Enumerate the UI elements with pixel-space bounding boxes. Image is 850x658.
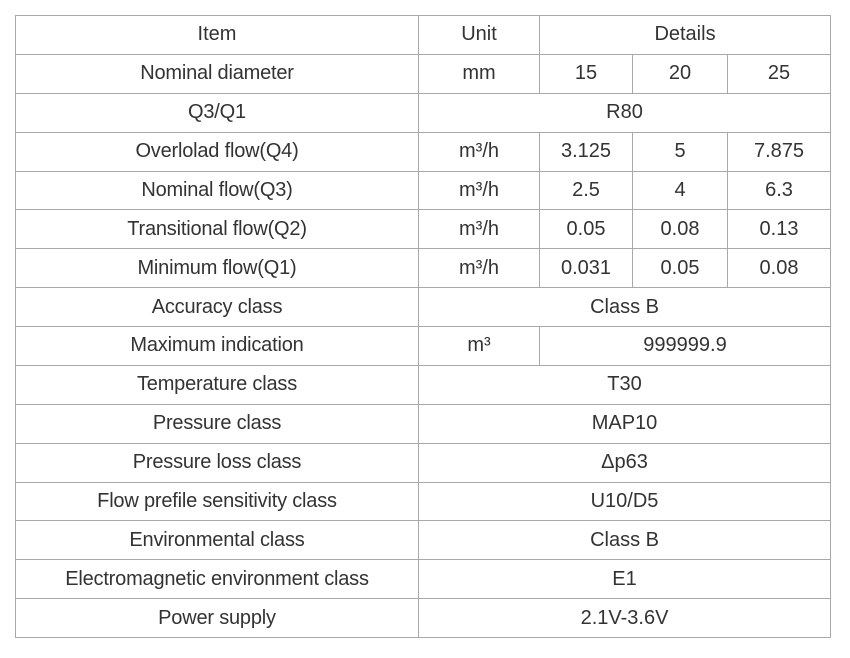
row-label: Environmental class: [16, 521, 419, 560]
row-value: 4: [633, 171, 728, 210]
row-value: R80: [419, 93, 831, 132]
row-value: 15: [540, 54, 633, 93]
row-value: Class B: [419, 288, 831, 327]
table-row: [16, 288, 831, 327]
row-value: 0.05: [540, 210, 633, 249]
row-label: Power supply: [16, 599, 419, 638]
table-row: [16, 93, 831, 132]
table-row: [16, 327, 831, 366]
table-row: [16, 560, 831, 599]
table-row: [16, 443, 831, 482]
row-value: 0.031: [540, 249, 633, 288]
row-unit: m³/h: [419, 132, 540, 171]
row-value: 6.3: [728, 171, 831, 210]
header-item: Item: [16, 16, 419, 55]
row-value: 0.13: [728, 210, 831, 249]
row-value: MAP10: [419, 404, 831, 443]
table-row: [16, 482, 831, 521]
row-value: 7.875: [728, 132, 831, 171]
row-unit: m³/h: [419, 249, 540, 288]
row-label: Pressure class: [16, 404, 419, 443]
row-value: E1: [419, 560, 831, 599]
header-row: [16, 16, 831, 55]
row-value: 2.5: [540, 171, 633, 210]
table-row: [16, 365, 831, 404]
row-unit: m³: [419, 327, 540, 366]
header-details: Details: [540, 16, 831, 55]
row-value: U10/D5: [419, 482, 831, 521]
table-row: [16, 210, 831, 249]
row-value: 20: [633, 54, 728, 93]
table-row: [16, 54, 831, 93]
row-unit: m³/h: [419, 210, 540, 249]
row-value: 999999.9: [540, 327, 831, 366]
row-label: Electromagnetic environment class: [16, 560, 419, 599]
table-row: [16, 599, 831, 638]
row-value: Class B: [419, 521, 831, 560]
row-value: Δp63: [419, 443, 831, 482]
row-label: Nominal diameter: [16, 54, 419, 93]
row-value: 0.08: [728, 249, 831, 288]
row-value: 25: [728, 54, 831, 93]
row-label: Minimum flow(Q1): [16, 249, 419, 288]
row-label: Flow prefile sensitivity class: [16, 482, 419, 521]
table-row: [16, 132, 831, 171]
row-label: Pressure loss class: [16, 443, 419, 482]
row-value: 2.1V-3.6V: [419, 599, 831, 638]
row-label: Temperature class: [16, 365, 419, 404]
row-label: Q3/Q1: [16, 93, 419, 132]
row-label: Maximum indication: [16, 327, 419, 366]
row-value: 3.125: [540, 132, 633, 171]
row-label: Overlolad flow(Q4): [16, 132, 419, 171]
table-row: [16, 521, 831, 560]
table-row: [16, 171, 831, 210]
row-value: 0.05: [633, 249, 728, 288]
row-label: Nominal flow(Q3): [16, 171, 419, 210]
row-value: 5: [633, 132, 728, 171]
row-value: 0.08: [633, 210, 728, 249]
row-label: Accuracy class: [16, 288, 419, 327]
table-row: [16, 249, 831, 288]
header-unit: Unit: [419, 16, 540, 55]
row-value: T30: [419, 365, 831, 404]
row-label: Transitional flow(Q2): [16, 210, 419, 249]
table-row: [16, 404, 831, 443]
row-unit: m³/h: [419, 171, 540, 210]
specification-table: [15, 15, 831, 638]
row-unit: mm: [419, 54, 540, 93]
